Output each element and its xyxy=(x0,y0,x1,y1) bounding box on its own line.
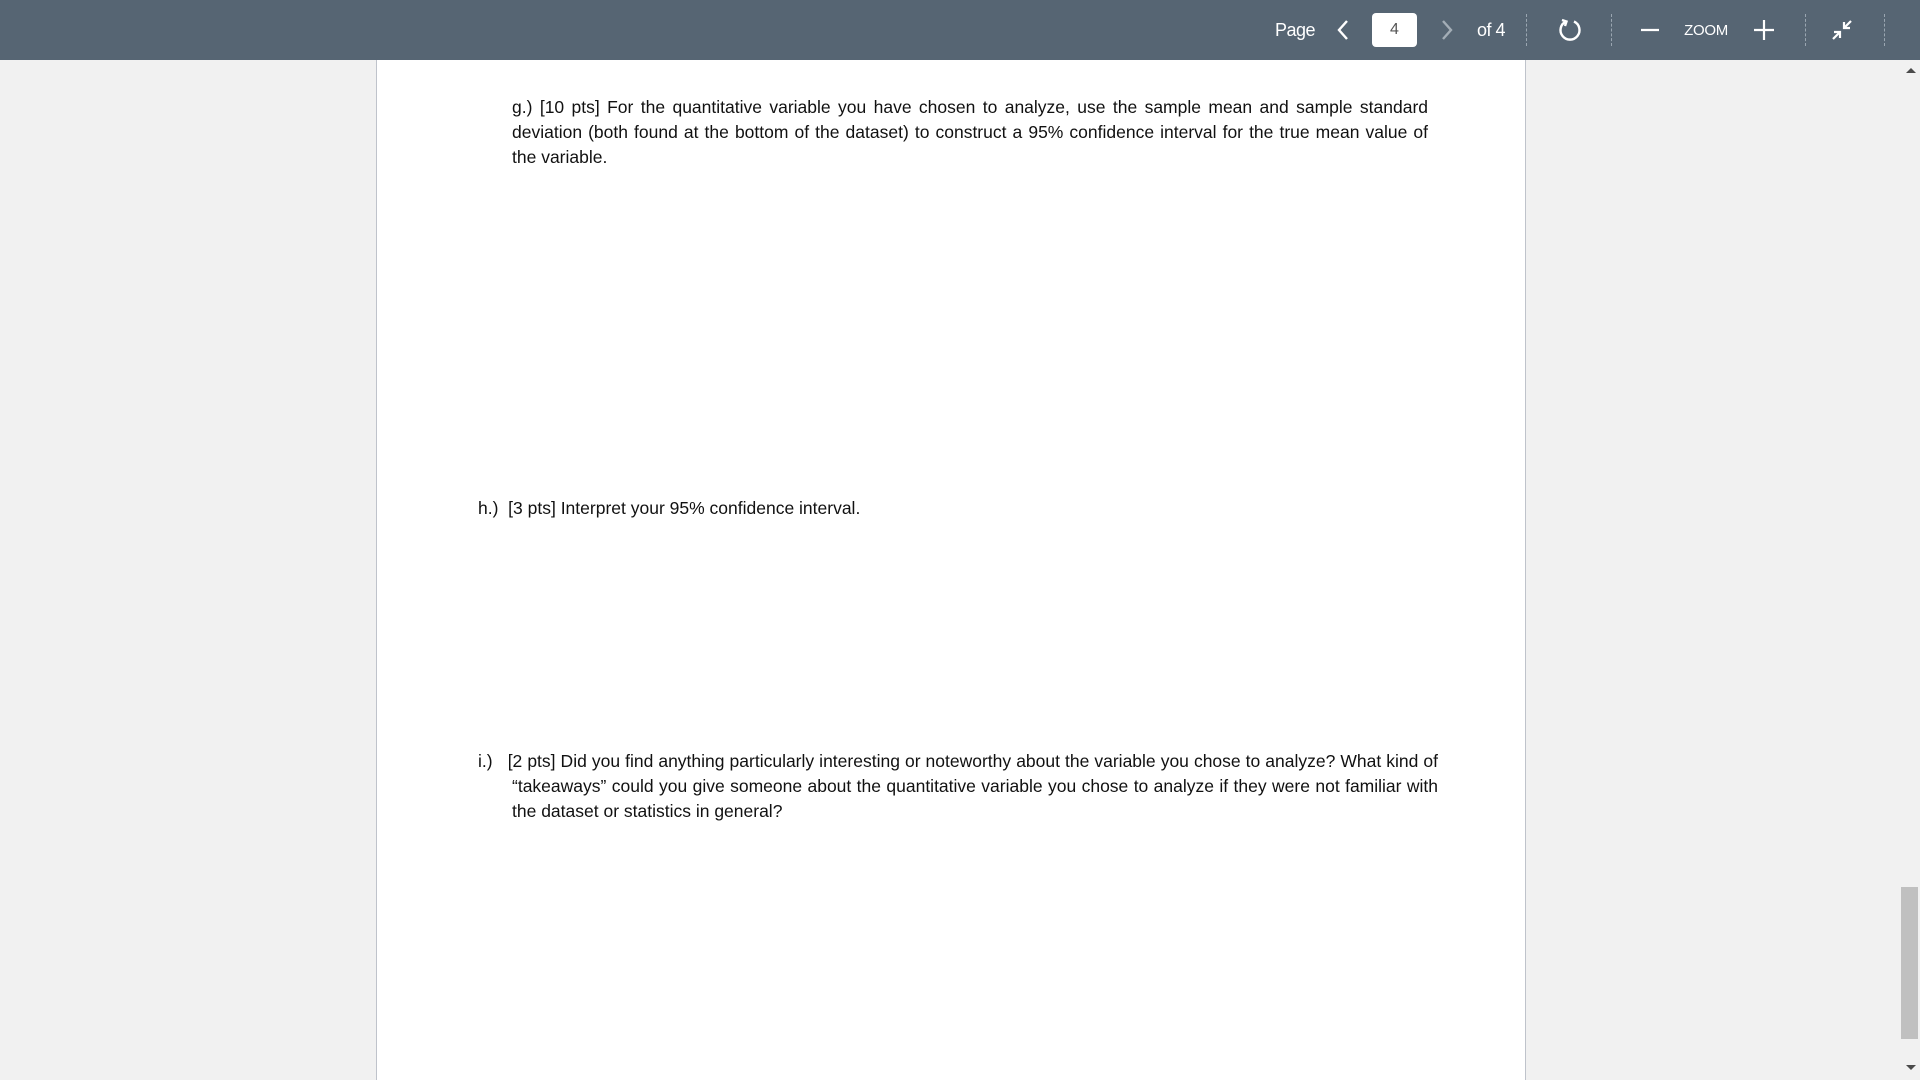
page-count-label: of 4 xyxy=(1476,19,1506,40)
pdf-toolbar xyxy=(0,0,1920,60)
question-text: [10 pts] For the quantitative variable you have chosen to analyze, use the sample mean and sample standard deviation (both found at the bottom of the dataset) to construct a 95% confidence interval for the true mean value of the variable. xyxy=(512,97,1428,167)
chevron-left-icon xyxy=(1336,19,1350,41)
toolbar-divider xyxy=(1526,14,1527,46)
scrollbar-thumb[interactable] xyxy=(1901,887,1918,1039)
rotate-button[interactable] xyxy=(1550,0,1590,60)
question-number: g.) xyxy=(512,97,533,117)
scroll-up-arrow-icon[interactable] xyxy=(1906,68,1916,73)
chevron-right-icon xyxy=(1440,19,1454,41)
zoom-out-button[interactable] xyxy=(1630,0,1670,60)
pdf-page xyxy=(376,60,1526,1080)
question-text: [3 pts] Interpret your 95% confidence interval. xyxy=(508,498,861,518)
question-number: h.) xyxy=(478,498,499,518)
question-text: [2 pts] Did you find anything particularly interesting or noteworthy about the variable you chose to analyze? What kind of “takeaways” could you give someone about the quantitative variable you chose to analyze if they were not familiar with the dataset or statistics in general? xyxy=(507,751,1438,821)
document-viewer[interactable] xyxy=(0,60,1920,1080)
next-page-button[interactable] xyxy=(1432,0,1462,60)
page-label: Page xyxy=(1274,19,1316,40)
toolbar-divider xyxy=(1611,14,1612,46)
question-number: i.) xyxy=(478,751,493,771)
question-g xyxy=(478,95,1438,175)
collapse-icon xyxy=(1831,19,1853,41)
page-number-input[interactable] xyxy=(1372,13,1417,47)
exit-fullscreen-button[interactable] xyxy=(1822,0,1862,60)
zoom-label: ZOOM xyxy=(1684,21,1728,39)
toolbar-divider xyxy=(1805,14,1806,46)
previous-page-button[interactable] xyxy=(1328,0,1358,60)
zoom-in-button[interactable] xyxy=(1744,0,1784,60)
scroll-down-arrow-icon[interactable] xyxy=(1906,1065,1916,1070)
rotate-icon xyxy=(1557,17,1583,43)
question-h xyxy=(478,496,1178,526)
toolbar-divider xyxy=(1884,14,1885,46)
question-i xyxy=(478,749,1438,829)
plus-icon xyxy=(1754,20,1774,40)
minus-icon xyxy=(1641,28,1659,32)
